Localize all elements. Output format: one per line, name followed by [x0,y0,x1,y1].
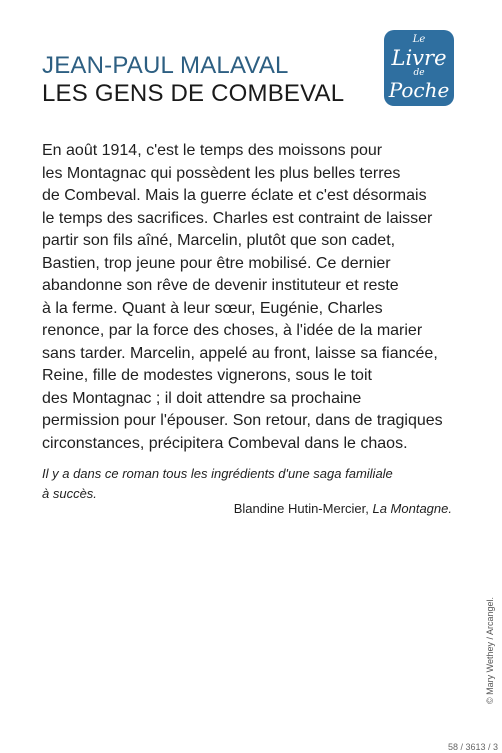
quote-line: Il y a dans ce roman tous les ingrédients d'une saga familiale [42,466,393,481]
logo-le: Le [412,34,426,45]
quote-attribution [234,499,452,519]
press-quote [42,464,462,504]
summary-line: sans tarder. Marcelin, appelé au front, laisse sa fiancée, [42,344,438,362]
quote-author: Blandine Hutin-Mercier, [233,501,373,516]
logo-de: de [413,68,425,78]
image-credit: © Mary Wethey / Arcangel. [485,596,495,704]
summary-line: le temps des sacrifices. Charles est contraint de laisser [42,209,433,227]
quote-line: à succès. [42,486,97,501]
summary-line: En août 1914, c'est le temps des moissons pour [42,142,383,159]
summary-line: à la ferme. Quant à leur sœur, Eugénie, Charles [42,299,383,317]
book-header [42,52,382,108]
summary-line: des Montagnac ; il doit attendre sa prochaine [42,389,362,407]
summary-line: abandonne son rêve de devenir instituteur et reste [42,277,399,294]
summary-line: partir son fils aîné, Marcelin, plutôt que son cadet, [42,232,396,249]
author-name: JEAN-PAUL MALAVAL [42,52,289,79]
summary-line: les Montagnac qui possèdent les plus belles terres [42,164,401,182]
summary-line: Bastien, trop jeune pour être mobilisé. Ce dernier [42,254,391,272]
logo-livre: Livre [391,46,447,70]
summary-line: Reine, fille de modestes vignerons, sous le toit [42,367,372,384]
book-title: LES GENS DE COMBEVAL [42,80,345,107]
summary-line: circonstances, précipitera Combeval dans le chaos. [42,434,408,452]
publisher-logo [384,30,454,106]
book-summary [42,140,462,455]
summary-line: de Combeval. Mais la guerre éclate et c'est désormais [42,187,427,204]
summary-line: renonce, par la force des choses, à l'idée de la marier [42,322,423,339]
catalog-code: 58 / 3613 / 3 [448,742,499,752]
summary-line: permission pour l'épouser. Son retour, dans de tragiques [42,412,443,429]
quote-source: La Montagne. [372,501,452,516]
logo-poche: Poche [388,78,450,102]
